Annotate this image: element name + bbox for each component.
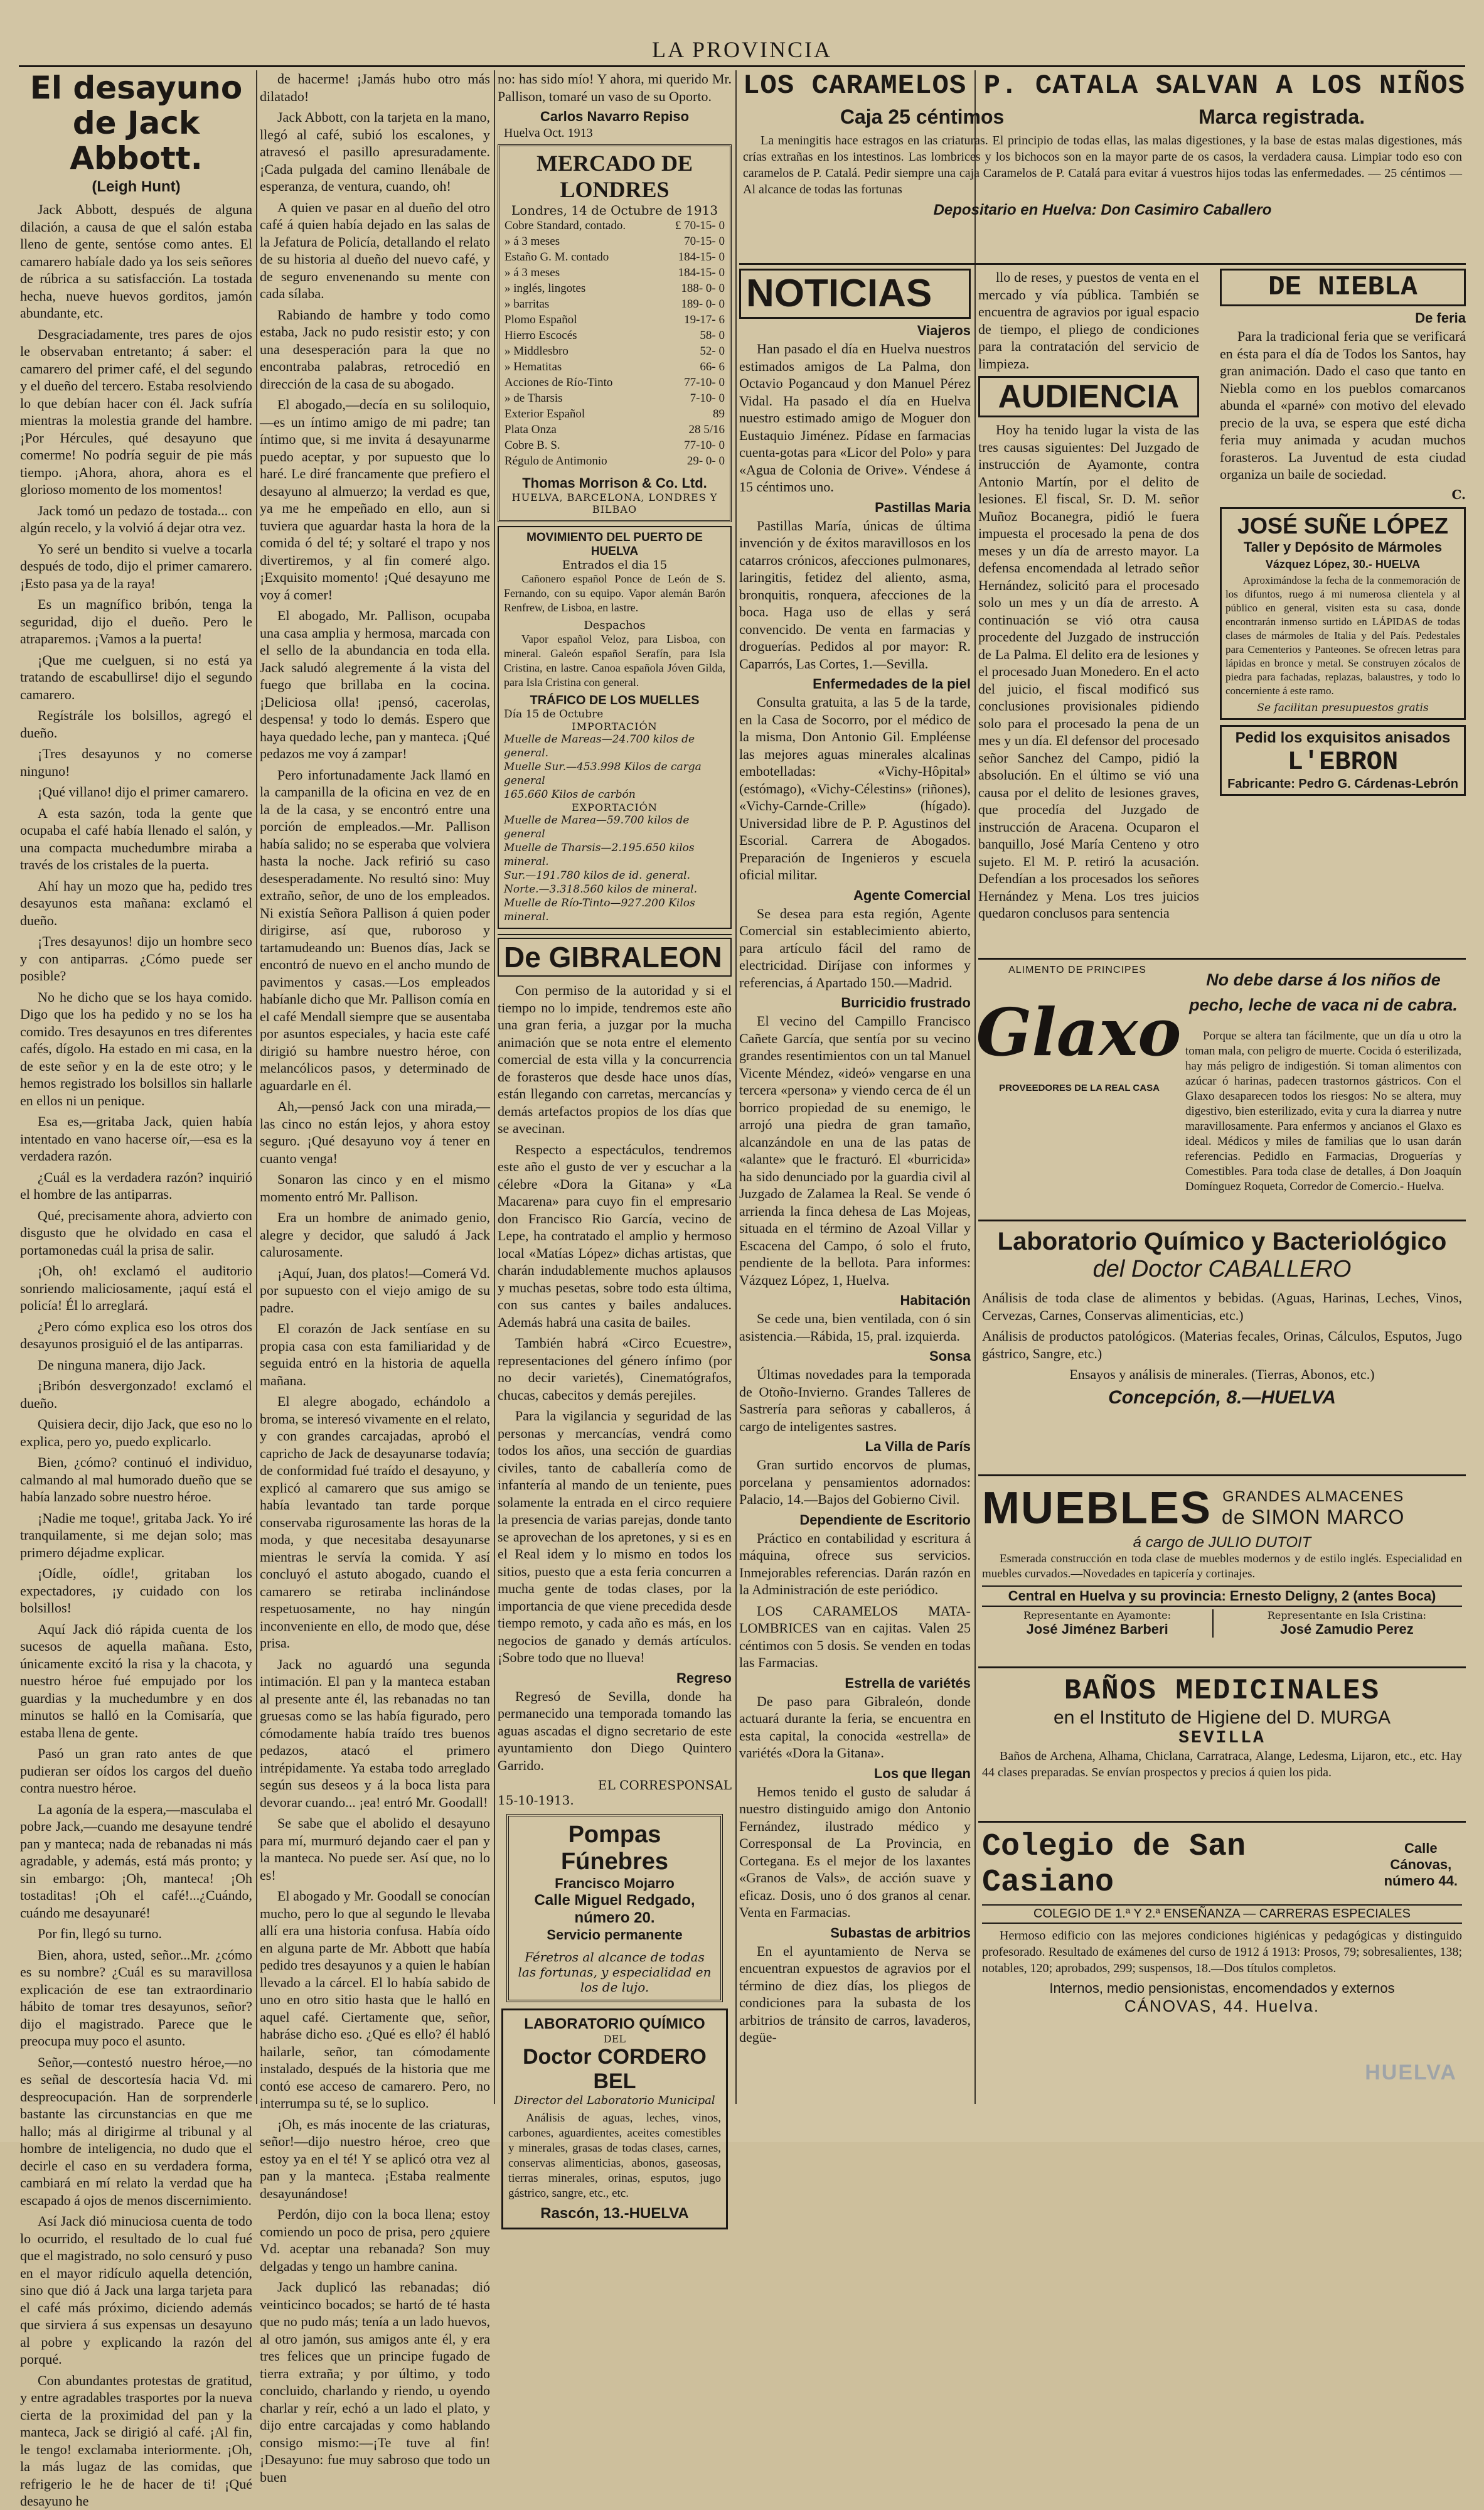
paragraph: Para la vigilancia y seguridad de las personas y mercancías, vendrá como todos los años, una sección de guardias civiles, tanto de caballería como de infantería al mando de un teniente, pues solamente la entrada en el circo requiere la presencia de varias parejas, donde tanto se aprovechan de los apretones, y si es en el Real idem y lo mismo en todos los sitios, puesto que a esta feria concurren a mucha gente de todas clases, por la importancia de que viene precedida desde tiempo remoto, y cada año es más, en los negocios de ganado y demás artículos. ¡Sobre todo que no llueva! xyxy=(498,1408,732,1665)
market-row-value: 29- 0- 0 xyxy=(686,454,725,468)
paragraph: ¿Pero cómo explica eso los otros dos desayunos prosiguió el de las antiparras. xyxy=(20,1318,252,1351)
port-box xyxy=(498,526,732,929)
caballero-title: Laboratorio Químico y Bacteriológico xyxy=(997,1228,1447,1255)
paragraph: Bien, ¿cómo? continuó el individuo, calmando al mal humorado dueño que se había lanzado sobre nuestro héroe. xyxy=(20,1454,252,1504)
niebla-text: Para la tradicional feria que se verificará en ésta para el día de Todos los Santos, hay gran animación. Dado el caso que tanto en Niebla como en los pueblos comarcanos abunda el «parné» con motivo del elevado precio de la uva, se espera que esté dicha feria muy animada y acudan muchos forasteros. La Juventud de esta ciudad organiza un baile de sociedad. xyxy=(1220,328,1466,482)
muebles-cargo: á cargo de JULIO DUTOIT xyxy=(1133,1534,1311,1551)
market-row-value: 89 xyxy=(713,407,725,421)
audiencia-title: AUDIENCIA xyxy=(978,376,1199,417)
noticia-heading: Subastas de arbitrios xyxy=(830,1924,971,1941)
paragraph: ¡Nadie me toque!, gritaba Jack. Yo iré tranquilamente, si me dejan solo; mas primero déjadme explicar. xyxy=(20,1510,252,1560)
caballero-line1: Análisis de toda clase de alimentos y bebidas. (Aguas, Harinas, Leches, Vinos, Cervezas, Carnes, Conservas alimenticias, etc.) xyxy=(982,1290,1462,1323)
muebles-rep2-label: Representante en Isla Cristina: xyxy=(1267,1609,1427,1621)
paragraph: Esa es,—gritaba Jack, quien había intentado en vano hacerse oír,—esa es la verdadera razón. xyxy=(20,1113,252,1164)
funeral-address: Calle Miguel Redgado, número 20. xyxy=(534,1892,695,1926)
glaxo-logo: Glaxo xyxy=(976,993,1182,1071)
article-title-line1: El desayuno xyxy=(29,70,243,106)
sune-text: Aproximándose la fecha de la conmemoración de los difuntos, ruego á mi numerosa clientela y al público en general, visiten esta su casa, donde encontrarán inmenso surtido en LÁPIDAS de todas clases de mármoles de Italia y del País. Pedestales para Cementerios y Panteones. Se ofrecen letras para lápidas en bronce y metal. Se construyen zócalos de piedra para fachadas, replazas, balaustres, y todo lo concerniente á este ramo. xyxy=(1225,574,1460,697)
port-departures-title: Despachos xyxy=(584,619,646,632)
market-row-label: Cobre Standard, contado. xyxy=(504,219,626,232)
casiano-title: Colegio de San Casiano xyxy=(982,1829,1246,1901)
paragraph: El corazón de Jack sentíase en su propia casa con esta familiaridad y de seguida entró en la historia de aquella mañana. xyxy=(260,1321,490,1388)
market-firm: Thomas Morrison & Co. Ltd. xyxy=(522,475,707,491)
paragraph: Era un hombre de animado genio, alegre y decidor, que saludó á Jack calurosamente. xyxy=(260,1209,490,1260)
market-row-label: » de Tharsis xyxy=(504,392,563,405)
market-row-value: 70-15- 0 xyxy=(684,235,725,248)
gibraleon-corresponsal: EL CORRESPONSAL xyxy=(597,1778,732,1793)
paragraph: ¡Aquí, Juan, dos platos!—Comerá Vd. por supuesto con el viejo amigo de su padre. xyxy=(260,1265,490,1316)
noticia-text: El vecino del Campillo Francisco Cañete García, que sentía por su vecino grandes resentimientos con un tal Manuel Vicente Méndez, «ideó» vengarse en una tercera «persona» y viendo cerca de él un borrico propiedad de su enemigo, le arrojó una piedra de gran tamaño, alcanzándole en una de las patas de «alante» que le fracturó. El «burricida» ha sido denunciado por la guardia civil al Juzgado de Zalamea la Real. Se vende ó arrienda la finca dehesa de Las Mojeas, situada en el término de Azoal Villar y Escacena del Campo, ó solo el fruto, pendiente de la bellota. Para informes: Vázquez López, 1, Huelva. xyxy=(739,1013,971,1288)
muebles-rep1: José Jiménez Barberi xyxy=(1026,1621,1168,1637)
banos-city: SEVILLA xyxy=(1178,1729,1266,1748)
paragraph: El alegre abogado, echándolo a broma, se interesó vivamente en el relato, y con grandes carcajadas, aprobó el capricho de Jack de desayunarse todavía; de conformidad fué traído el desayuno, y explicó al camarero que sus amigo se había levantado tan tarde porque conservaba rigurosamente las horas de la moda, y que necesitaba desayunarse mientras le servía la comida. Y así concluyó el astuto abogado, cuando el camarero se retiraba inclinándose respetuosamente, no hay ningún inconveniente en ello, de modo que, dése prisa. xyxy=(260,1393,490,1651)
lebron-ad xyxy=(1220,725,1466,796)
market-box xyxy=(498,144,732,522)
paragraph: Jack tomó un pedazo de tostada... con algún recelo, y la volvió á dejar otra vez. xyxy=(20,502,252,535)
market-row-label: » á 3 meses xyxy=(504,266,560,279)
market-row xyxy=(504,453,725,469)
article-title-line2: de Jack Abbott. xyxy=(70,105,203,176)
gibraleon-regreso-title: Regreso xyxy=(676,1670,732,1686)
import-lines xyxy=(504,732,725,802)
paragraph: ¡Tres desayunos! dijo un hombre seco y con antiparras. ¿Cómo puede ser posible? xyxy=(20,933,252,984)
noticia-text: Consulta gratuita, a las 5 de la tarde, en la Casa de Socorro, por el médico de la misma, Don Antonio Gil. Empléense las mejores aguas minerales alcalinas embotelladas: «Vichy-Hôpital» (estómago), «Vichy-Célestins» (riñones), «Vichy-Carnde-Crille» (hígado). Universidad libre de P. P. Agustinos del Escorial. Carrera de Abogados. Preparación de Ingenieros y escuela oficial militar. xyxy=(739,694,971,882)
paragraph: Quisiera decir, dijo Jack, que eso no lo explica, pero yo, puedo explicarlo. xyxy=(20,1416,252,1449)
banos-subtitle: en el Instituto de Higiene del D. MURGA xyxy=(1054,1707,1391,1728)
paragraph: ¡Oh, es más inocente de las criaturas, señor!—dijo nuestro héroe, creo que estoy ya en el té! Y se aplicó otra vez al pan y la manteca. ¡Estaba realmente desayunándose! xyxy=(260,2116,490,2201)
market-row xyxy=(504,296,725,312)
caballero-doctor: del Doctor CABALLERO xyxy=(1092,1256,1352,1282)
noticia-text: Se cede una, bien ventilada, con ó sin asistencia.—Rábida, 15, pral. izquierda. xyxy=(739,1311,971,1344)
noticias-body xyxy=(739,323,971,2046)
column-1 xyxy=(20,70,252,2509)
market-table xyxy=(504,218,725,469)
traffic-date: Día 15 de Octubre xyxy=(504,708,604,721)
paragraph: Regístrále los bolsillos, agregó el dueño. xyxy=(20,707,252,741)
paragraph: ¡Bribón desvergonzado! exclamó el dueño. xyxy=(20,1378,252,1411)
traffic-line: Muelle de Marea—59.700 kilos de general xyxy=(504,814,690,840)
cordero-ad xyxy=(501,2009,728,2229)
masthead-rule xyxy=(19,65,1465,67)
paragraph: De ninguna manera, dijo Jack. xyxy=(38,1356,206,1373)
caballero-line3: Ensayos y análisis de minerales. (Tierras, Abonos, etc.) xyxy=(1069,1366,1375,1382)
article-tail: no: has sido mío! Y ahora, mi querido Mr. Pallison, tomaré un vaso de su Oporto. xyxy=(498,71,732,104)
paragraph: El abogado, Mr. Pallison, ocupaba una casa amplia y hermosa, marcada con el sello de la abundancia en toda ella. Jack saludó alegremente á la vista del fuego que brillaba en la cocina. ¡Deliciosa olla! ¡pensó, cacerolas, despensa! y todo lo demás. Espero que haya quedado leche, pan y manteca. ¡Qué pedazos me voy á zampar! xyxy=(260,608,490,761)
cordero-text: Análisis de aguas, leches, vinos, carbones, aguardientes, aceites comestibles y minerales, grasas de todas clases, carnes, conservas alimenticias, abonos, gaseosas, tierras minerales, orinas, esputos, jugo gástrico, sangre, etc., etc. xyxy=(508,2111,721,2200)
sune-ad xyxy=(1220,507,1466,720)
niebla-box xyxy=(1220,269,1466,306)
port-subtitle: Entrados el dia 15 xyxy=(562,559,668,572)
muebles-text: Esmerada construcción en toda clase de muebles modernos y de estilo inglés. Especialidad en muebles curvados.—Novedades en tapicería y cortinajes. xyxy=(982,1552,1462,1580)
market-row-label: Estaño G. M. contado xyxy=(504,250,609,264)
noticia-heading: Viajeros xyxy=(917,323,971,338)
byline: (Leigh Hunt) xyxy=(92,178,181,195)
paragraph: Pero infortunadamente Jack llamó en la campanilla de la oficina en vez de en la de la casa, y se encontró entre una porción de empleados.—Mr. Pallison había salido; no se esperaba que volviera hasta la noche. Jack refirió su caso desesperadamente. No resultó sino: Muy extraño, señor, de uno de los empleados. Ni existía Señora Pallison á quien poder dirigirse, así que, ruboroso y tartamudeando un: Buenos días, Jack se encontró de nuevo en el ancho mundo de pavimentos y casas.—Los empleados habíanle dicho que Mr. Pallison comía en el café Mendall siempre que se ausentaba por asuntos especiales, y hacia este café dirigió su hambre nuestro héroe, con melancólicos pasos, y determinado de aguardarle en él. xyxy=(260,766,490,1093)
market-row-label: » Hematitas xyxy=(504,360,562,373)
market-row xyxy=(504,249,725,265)
column-3 xyxy=(498,70,732,2222)
paragraph: Desgraciadamente, tres pares de ojos le observaban entretanto; á saber: el camarero del primer café, el del segundo y el dueño del tercero. Estaba resolviendo lo que debían hacer con él. Jack sufría mientras la molestia grande del hambre. ¡Por Hércules, qué desayuno que comerme! No podría seguir de pie más tiempo. ¡Ahora, ahora, ahora es el glorioso momento de los momentos! xyxy=(20,326,252,497)
column-divider xyxy=(974,70,976,2104)
market-row-value: 28 5/16 xyxy=(688,423,725,436)
market-title: MERCADO DE LONDRES xyxy=(536,151,693,202)
nerva-continued: llo de reses, y puestos de venta en el mercado y vía pública. También se encuentra de agravios por igual espacio de tiempo, el pliego de condiciones para la contratación del servicio de limpieza. xyxy=(978,269,1199,372)
audiencia-text: Hoy ha tenido lugar la vista de las tres causas siguientes: Del Juzgado de instrucción de Ayamonte, contra Antonio Martín, por el delito de lesiones. El fiscal, Sr. D. M. señor Muñoz Bocanegra, pidió le fuera impuesta el procesado la pena de dos meses y un día de arresto mayor. La defensa encomendada al letrado señor Hernández, solicitó para el procesado solo un mes y un día de arresto. A continuación se vió otra causa procedente del Juzgado de instrucción de La Palma. El delito era de lesiones y el procesado Juan Monedero. En el acto del juicio, el fiscal modificó sus conclusiones provisionales pidiendo solo para el procesado la pena de un mes y un día. El defensor del procesado señor Sanchez del Campo, pidió la absolución. En el último se vió una causa por el delito de lesiones graves, que procedía del Juzgado de instrucción de Aracena. Ocuparon el banquillo, José María Centeno y otro sujeto. El M. P. retiró la acusación. Defendían a los procesados los señores Hernández y Mena. Los tres juicios quedaron conclusos para sentencia xyxy=(978,422,1199,921)
paragraph: Sonaron las cinco y en el mismo momento entró Mr. Pallison. xyxy=(260,1171,490,1204)
caballero-ad xyxy=(978,1225,1466,1476)
column-divider xyxy=(494,70,495,2104)
funeral-name: Francisco Mojarro xyxy=(555,1875,675,1891)
funeral-title: Pompas Fúnebres xyxy=(560,1821,669,1875)
sune-subtitle: Taller y Depósito de Mármoles xyxy=(1243,539,1443,555)
noticia-heading: Pastillas Maria xyxy=(875,499,971,515)
market-row-label: » á 3 meses xyxy=(504,235,560,248)
market-row-label: Cobre B. S. xyxy=(504,439,560,452)
sune-title: JOSÉ SUÑE LÓPEZ xyxy=(1237,512,1449,539)
muebles-central: Central en Huelva y su provincia: Ernesto Deligny, 2 (antes Boca) xyxy=(982,1585,1462,1607)
funeral-ad xyxy=(506,1814,723,2002)
paragraph: ¿Cuál es la verdadera razón? inquirió el hombre de las antiparras. xyxy=(20,1169,252,1202)
article-signature: Carlos Navarro Repiso xyxy=(540,109,690,124)
paragraph: ¡Que me cuelguen, si no está ya tratando de escabullirse! dijo el segundo camarero. xyxy=(20,652,252,702)
market-row xyxy=(504,359,725,375)
noticia-heading: Enfermedades de la piel xyxy=(813,676,971,692)
cordero-address: Rascón, 13.-HUELVA xyxy=(540,2205,689,2222)
article-sig-place: Huelva Oct. 1913 xyxy=(504,126,593,140)
paragraph: Es un magnífico bribón, tenga la seguridad, dijo el dueño. Pero le atraparemos. ¡Vamos a la puerta! xyxy=(20,596,252,646)
market-row-value: 19-17- 6 xyxy=(684,313,725,326)
market-date: Londres, 14 de Octubre de 1913 xyxy=(511,203,718,218)
archive-watermark: HUELVA xyxy=(1365,2061,1457,2084)
casiano-ad xyxy=(978,1826,1466,2096)
market-row-value: 184-15- 0 xyxy=(678,266,725,279)
port-departures: Vapor español Veloz, para Lisboa, con mineral. Galeón español Serafín, para Isla Cristina, en lastre. Canoa española Jóven Gilda, para Isla Cristina con general. xyxy=(504,633,725,689)
glaxo-headline: No debe darse á los niños de pecho, leche de vaca ni de cabra. xyxy=(1189,970,1458,1014)
muebles-ad xyxy=(978,1480,1466,1668)
export-lines xyxy=(504,813,725,924)
glaxo-text-right: Porque se altera tan fácilmente, que un día u otro la toman mala, con peligro de muerte. Cocida ó esterilizada, hay más peligro de indigestión. Si toman alimentos con azúcar ó harinas, padecen trastornos gástricos. Con el Glaxo desaparecen todos los riesgos: No se altera, muy digestivo, bien esterilizado, evita y cura la diarrea y nutre maravillosamente. Para enfermos y ancianos el Glaxo es ideal. Médicos y miles de familias que lo usan darán referencias. Pedidlo en Farmacias, Droguerías y Comestibles. Para toda clase de detalles, á Don Joaquín Domínguez Roqueta, Corredor de Comercio.- Huelva. xyxy=(1185,1029,1461,1193)
port-title: MOVIMIENTO DEL PUERTO DE HUELVA xyxy=(526,531,703,558)
noticia-heading: Dependiente de Escritorio xyxy=(799,1511,971,1528)
market-row-value: 77-10- 0 xyxy=(684,376,725,389)
traffic-line: Sur.—191.780 kilos de id. general. xyxy=(504,869,691,882)
gibraleon-regreso: Regresó de Sevilla, donde ha permanecido una temporada tomando las aguas ascadas el digno secretario de este ayuntamiento don Diego Quintero Garrido. xyxy=(498,1688,732,1773)
paragraph: Rabiando de hambre y todo como estaba, Jack no pudo resistir esto; y con una desesperación para la que no encontraba palabras, retrocedió en dirección de la casa de su abogado. xyxy=(260,306,490,392)
lebron-line1: Pedid los exquisitos anisados xyxy=(1235,729,1451,746)
noticia-heading: Los que llegan xyxy=(873,1765,971,1781)
paragraph: También habrá «Circo Ecuestre», representaciones del género ínfimo (por no decir varietés), Cinematógrafos, chucas, cabecitos y demás perejiles. xyxy=(498,1335,732,1403)
cordero-del: DEL xyxy=(603,2033,626,2045)
paragraph: A esta sazón, toda la gente que ocupaba el café había llenado el salón, y una compacta muchedumbre miraba a través de los cristales de la puerta. xyxy=(20,805,252,872)
market-row-value: £ 70-15- 0 xyxy=(675,219,725,232)
casiano-line: COLEGIO DE 1.ª Y 2.ª ENSEÑANZA — CARRERAS ESPECIALES xyxy=(982,1904,1462,1924)
market-row xyxy=(504,390,725,406)
column-2 xyxy=(260,70,490,2485)
column-5a xyxy=(978,269,1199,953)
gibraleon-section xyxy=(498,934,732,1808)
column-5b xyxy=(1220,269,1466,953)
traffic-line: Muelle de Río-Tinto—927.200 Kilos mineral. xyxy=(504,897,695,923)
noticia-text: Práctico en contabilidad y escritura á máquina, ofrece sus servicios. Inmejorables referencias. Darán razón en la Administración de este periódico. xyxy=(739,1530,971,1597)
market-row xyxy=(504,218,725,233)
noticia-heading: Burricidio frustrado xyxy=(841,995,971,1011)
noticia-text: Hemos tenido el gusto de saludar á nuestro distinguido amigo don Antonio Fernández, ilustrado médico y Corresponsal de La Provincia, en Cortegana. Es el mejor de los laxantes «Granos de Vals», de acción suave y eficaz. Dosis, uno ó dos granos al cenar. Venta en Farmacias. xyxy=(739,1783,971,1920)
market-row xyxy=(504,406,725,422)
paragraph: ¡Qué villano! dijo el primer camarero. xyxy=(38,784,248,800)
noticia-text: Se desea para esta región, Agente Comercial sin establecimiento abierto, para artículo fácil del ramo de electricidad. Diríjase con informes y referencias, á Apartado 150.—Madrid. xyxy=(739,905,971,990)
paragraph: Jack Abbott, después de alguna dilación, a causa de que el salón estaba lleno de gente, sentóse como antes. El camarero habíale dado ya los seis señores de rúbrica a su satisfacción. La tostada hecha, nueve huevos gorditos, jamón abundante, etc. xyxy=(20,201,252,321)
muebles-rep2: José Zamudio Perez xyxy=(1280,1621,1414,1637)
paragraph: El abogado y Mr. Goodall se conocían mucho, pero lo que al segundo le llevaba allí era una historia confusa. Había oído en alguna parte de Mr. Abbott que había pedido tres desayunos y a quien le habían llevado a la cárcel. El lo había sabido de uno en otro sitio hasta que le halló en aquel café. Ciertamente que, señor, habráse dicho eso. ¿Qué es ello? él habló hailarle, señor, tan cómodamente instalado, después de la historia que me contó ese acceso de camarero. Pero, no interrumpa su té, se lo suplico. xyxy=(260,1888,490,2111)
market-row-value: 58- 0 xyxy=(700,329,725,342)
market-row-label: Régulo de Antimonio xyxy=(504,454,607,468)
paragraph: Jack Abbott, con la tarjeta en la mano, llegó al café, subió los escalones, y atravesó el pasillo apresuradamente. ¡Cada pulgada del camino llenábale de esperanza, de ventura, cuando, oh! xyxy=(260,109,490,194)
paragraph: de hacerme! ¡Jamás hubo otro más dilatado! xyxy=(260,71,490,104)
port-arrivals: Cañonero español Ponce de León de S. Fernando, con su equipo. Vapor alemán Barón Renfrew, de Lisboa, en lastre. xyxy=(504,572,725,614)
masthead: LA PROVINCIA xyxy=(651,37,832,62)
cordero-kicker: LABORATORIO QUÍMICO xyxy=(524,2015,705,2032)
market-row-label: Exterior Español xyxy=(504,407,585,421)
traffic-line: Muelle Sur.—453.998 Kilos de carga general xyxy=(504,761,702,787)
paragraph: Así Jack dió minuciosa cuenta de todo lo ocurrido, el resultado de lo cual fué que el magistrado, no solo censuró y puso en el mayor ridículo aquella detención, sino que dió á Jack una larga tarjeta para el café más próximo, diciendo además que sirviera á sus expensas un desayuno al pobre y explicando la razón del porqué. xyxy=(20,2213,252,2367)
market-row-value: 184-15- 0 xyxy=(678,250,725,264)
paragraph: Aquí Jack dió rápida cuenta de los sucesos de aquella mañana. Esto, únicamente excitó la risa y la chacota, y nuestro héroe fué empujado por los guardias y la muchedumbre y en dos minutos se halló en la Comisaría, que estaba llena de gente. xyxy=(20,1621,252,1740)
muebles-right1: GRANDES ALMACENES xyxy=(1222,1488,1404,1505)
market-row-label: » Middlesbro xyxy=(504,345,569,358)
noticia-heading: Agente Comercial xyxy=(853,887,971,903)
sune-footer: Se facilitan presupuestos gratis xyxy=(1257,701,1429,714)
market-row xyxy=(504,343,725,359)
caramelos-ad xyxy=(739,70,1466,265)
paragraph: Se sabe que el abolido el desayuno para mí, murmuró dejando caer el pan y la manteca. No puede ser. Así que, no lo es! xyxy=(260,1815,490,1883)
casiano-text: Hermoso edificio con las mejores condiciones higiénicas y pedagógicas y distinguido profesorado. Resultado de exámenes del curso de 1912 á 1913: Prosos, 79; sobresalientes, 138; notables, 120; aprobados, 299; suspensos, 18.—Dos títulos completos. xyxy=(982,1929,1462,1975)
market-row xyxy=(504,281,725,296)
market-row xyxy=(504,328,725,343)
gibraleon-title: De GIBRALEON xyxy=(498,938,732,977)
market-row-value: 188- 0- 0 xyxy=(681,282,725,295)
article-body xyxy=(20,201,252,2510)
paragraph: Jack no aguardó una segunda intimación. El pan y la manteca estaban al presente ante él, las rebanadas no tan gruesas como se las había figurado, pero cómodamente había traído tres buenos pedazos, atacó el primero intrépidamente. Ya estaba todo arreglado según sus deseos y á la boca lista para devorar cuando... ¡ea! entró Mr. Goodall! xyxy=(260,1656,490,1810)
noticia-text: Gran surtido encorvos de plumas, porcelana y pensamientos adornados: Palacio, 14.—Bajos del Gobierno Civil. xyxy=(739,1457,971,1507)
market-row-value: 189- 0- 0 xyxy=(681,298,725,311)
paragraph: Respecto a espectáculos, tendremos este año el gusto de ver y escuchar a la célebre «Dora la Gitana» y «La Macarena» para cuyo fin el empresario don Francisco Rio García, vecino de Lepe, ha contratado el amplio y hermoso local «Matías López» dichas artistas, que charán indudablemente muchos aplausos y muchas pesetas, sobre todo esta última, con sus cantes y bailes andaluces. Además habrá una casita de bailes. xyxy=(498,1141,732,1330)
paragraph: Ah,—pensó Jack con una mirada,—las cinco no están lejos, y ahora estoy seguro. ¡Qué desayuno voy á tener en cuanto venga! xyxy=(260,1098,490,1166)
casiano-address: CÁNOVAS, 44. Huelva. xyxy=(1124,1997,1320,2015)
paragraph: Pasó un gran rato antes de que pudieran ser oídos los cargos del dueño contra nuestro héroe. xyxy=(20,1746,252,1796)
market-row-label: » inglés, lingotes xyxy=(504,282,586,295)
caramelos-depositario: Depositario en Huelva: Don Casimiro Caballero xyxy=(933,201,1272,218)
niebla-sign: C. xyxy=(1451,486,1466,502)
market-row-value: 52- 0 xyxy=(700,345,725,358)
caramelos-marca: Marca registrada. xyxy=(1198,105,1365,128)
banos-ad xyxy=(978,1672,1466,1823)
market-row-value: 77-10- 0 xyxy=(684,439,725,452)
noticia-heading: La Villa de París xyxy=(865,1439,971,1454)
paragraph: Yo seré un bendito si vuelve a tocarla después de todo, dijo el primer camarero. ¡Esto pasa ya de la raya! xyxy=(20,540,252,591)
paragraph: La agonía de la espera,—masculaba el pobre Jack,—cuando me desayune tendré pan y manteca; nada de rebanadas ni más agradable, y además, está más pronto; y sin embargo: ¡Oh, manteca! ¡Oh tostaditas! ¡Oh el café!...¿Cuándo, cuándo me desayunaré! xyxy=(20,1801,252,1921)
column-4 xyxy=(739,269,971,2104)
gibraleon-date: 15-10-1913. xyxy=(498,1793,574,1808)
market-row xyxy=(504,437,725,453)
casiano-calle: Calle Cánovas, número 44. xyxy=(1384,1840,1458,1889)
paragraph: Bien, ahora, usted, señor...Mr. ¿cómo es su nombre? ¿Cuál es su maravillosa explicación de ese tan extraordinario hábito de tomar tres desayunos, señor? dijo el magistrado. Parece que le preocupa muy poco el asunto. xyxy=(20,1946,252,2049)
caramelos-text: La meningitis hace estragos en las criaturas. El principio de todas ellas, las malas digestiones, y la base de estas malas digestiones, más crías extrañas en los intestinos. Las lombrices y los bichocos son en la mayor parte de os casos, la verdadera causa. Limpiar todo eso con caramelos de P. Catalá. Pedir siempre una caja Caramelos de P. Catalá para evitar á vuestros hijos todas las enfermedades. — 25 céntimos — Al alcance de todas las fortunas xyxy=(743,134,1462,196)
import-title: IMPORTACIÓN xyxy=(572,721,658,732)
paragraph: Señor,—contestó nuestro héroe,—no es señal de descortesía hacia Vd. mi despreocupación. Han de sorprenderle bastante las circunstancias en que me hallo; más al dirigirme al tribunal y al hombre de inteligencia, no dudo que el decirle el caso en su verdadera forma, cambiará en mí relato la verdad que ha escapado á ojos de menos discernimiento. xyxy=(20,2054,252,2208)
noticia-heading: Estrella de variétés xyxy=(845,1675,971,1691)
traffic-line: Norte.—3.318.560 kilos de mineral. xyxy=(504,883,698,896)
paragraph: Por fin, llegó su turno. xyxy=(38,1926,162,1941)
glaxo-proveedores: PROVEEDORES DE LA REAL CASA xyxy=(999,1083,1160,1093)
caballero-line2: Análisis de productos patológicos. (Materias fecales, Orinas, Cálculos, Esputos, Jugo gástrico, Sangre, etc.) xyxy=(982,1328,1462,1361)
market-row-label: Plata Onza xyxy=(504,423,557,436)
glaxo-ad xyxy=(978,958,1466,1221)
niebla-title: DE NIEBLA xyxy=(1268,272,1417,303)
paragraph: Con permiso de la autoridad y si el tiempo no lo impide, tendremos este año una gran feria, a juzgar por la mucha animación que se nota entre el elemento comercial de esta villa y la concurrencia de forasteros que desde hace unos días, están llegando con carretas, mercancías y demás artefactos propios de los días que se avecinan. xyxy=(498,982,732,1136)
funeral-note: Servicio permanente xyxy=(547,1927,683,1943)
paragraph: Jack duplicó las rebanadas; dió veinticinco bocados; se hartó de té hasta que no pudo más; tenía a un lado huevos, al otro jamón, sus amigos ante él, y era tres felices que un principe fugado de tierra extraña; y por último, y todo concluido, charlando y riendo, u oyendo charlar y reír, echó a un lado el plato, y dijo entre carcajadas y como hablando consigo mismo:—¡Te tuve al fin! ¡Desayuno: fue muy sabroso que todo un buen xyxy=(260,2279,490,2485)
lebron-fabricante: Fabricante: Pedro G. Cárdenas-Lebrón xyxy=(1227,776,1458,791)
casiano-footer: Internos, medio pensionistas, encomendados y externos xyxy=(1049,1980,1395,1996)
column-divider xyxy=(735,70,737,2104)
sune-address: Vázquez López, 30.- HUELVA xyxy=(1265,557,1421,571)
muebles-right2: de SIMON MARCO xyxy=(1222,1505,1405,1528)
caramelos-title: LOS CARAMELOS P. CATALA SALVAN A LOS NIÑOS xyxy=(743,70,1465,102)
noticia-text: De paso para Gibraleón, donde actuará durante la feria, se encuentra en esta capital, la conocida «estrella» de variétés «Dora la Gitana». xyxy=(739,1693,971,1761)
paragraph: Perdón, dijo con la boca llena; estoy comiendo un poco de prisa, pero ¿quiere Vd. aceptar una rebanada? Son muy delgadas y tengo un hambre canina. xyxy=(260,2206,490,2274)
noticia-text: LOS CARAMELOS MATA-LOMBRICES van en cajitas. Valen 25 céntimos con 5 dosis. Se venden en todas las Farmacias. xyxy=(739,1602,971,1670)
paragraph: ¡Oh, oh! exclamó el auditorio sonriendo maliciosamente, ¡aquí está el policía! Él lo arreglará. xyxy=(20,1263,252,1313)
funeral-extra: Féretros al alcance de todas las fortunas, y especialidad en los de lujo. xyxy=(518,1950,712,1995)
traffic-title: TRÁFICO DE LOS MUELLES xyxy=(530,694,700,707)
noticias-title: NOTICIAS xyxy=(739,269,971,319)
lebron-name: L'EBRON xyxy=(1287,746,1399,777)
market-row xyxy=(504,233,725,249)
paragraph: Con abundantes protestas de gratitud, y entre agradables trasportes por la nueva cierta de la proximidad del pan y la manteca, Jack se dirigió al café. ¡Al fin, le tengo! exclamaba interiormente. ¡Oh, la más lugaz de las comidas, que refrigerio le he de hacer de ti! ¡Qué desayuno he xyxy=(20,2372,252,2509)
paragraph: A quien ve pasar en al dueño del otro café á quien había dejado en las salas de la Jefatura de Policía, detallando el relato de su historia al dueño del nuevo café, y de seguro envenenando su mente con cada sílaba. xyxy=(260,199,490,301)
market-row-label: » barritas xyxy=(504,298,550,311)
cordero-role: Director del Laboratorio Municipal xyxy=(514,2094,715,2107)
paragraph: El abogado,—decía en su soliloquio,—es un íntimo amigo de mi padre; tan íntimo que, si me invita á desayunarme puedo aceptar, y por supuesto que lo haré. Le diré francamente que prefiero el desayuno al almuerzo; la verdad es que, ya me he empeñado en ello, aun si tuviera que aguardar hasta la hora de la comida ó del té; y soltaré el trapo y nos divertiremos, y al fin comeré algo. ¡Exquisito momento! ¡Qué desayuno me voy á comer! xyxy=(260,397,490,603)
muebles-title: MUEBLES xyxy=(982,1483,1212,1533)
noticia-text: Han pasado el día en Huelva nuestros estimados amigos de La Palma, don Octavio Pogancaud y don Manuel Pérez Vidal. Ha pasado el día en Huelva nuestro estimado amigo de Moguer don Eustaquio Jiménez. Pídase en farmacias cuenta-gotas para «Licor del Polo» y para «Agua de Colonia de Orive». Véndese á 15 céntimos uno. xyxy=(739,341,971,495)
traffic-line: Muelle de Tharsis—2.195.650 kilos mineral. xyxy=(504,842,695,868)
paragraph: ¡Tres desayunos y no comerse ninguno! xyxy=(20,746,252,779)
banos-text: Baños de Archena, Alhama, Chiclana, Carratraca, Alange, Ledesma, Lijaron, etc., etc. Hay 44 clases preparadas. Se envían prospectos y precios á quien los pida. xyxy=(982,1749,1462,1779)
market-row-label: Acciones de Río-Tinto xyxy=(504,376,613,389)
market-row-label: Plomo Español xyxy=(504,313,577,326)
market-row-label: Hierro Escocés xyxy=(504,329,577,342)
caballero-address: Concepción, 8.—HUELVA xyxy=(1108,1386,1336,1408)
market-row xyxy=(504,422,725,437)
market-row-value: 7-10- 0 xyxy=(690,392,725,405)
market-row xyxy=(504,265,725,281)
noticia-heading: Sonsa xyxy=(929,1348,971,1364)
column-divider xyxy=(256,70,257,2104)
noticia-text: Pastillas María, únicas de última invención y de éxitos maravillosos en los catarros crónicos, afecciones pulmonares, laringitis, fetidez del aliento, asma, bronquitis, ronquera, afecciones de la boca. Haga uso de ellas y será convencido. De venta en farmacias y droguerías. Pedidos al por mayor: R. Caparrós, Las Cortes, 1.—Sevilla. xyxy=(739,517,971,672)
market-row xyxy=(504,375,725,390)
article-continuation xyxy=(260,70,490,2486)
paragraph: No he dicho que se los haya comido. Digo que los ha pedido y no se los ha comido. Tres desayunos en tres diferentes cafés, dígolo. Ha estado en mi casa, en la de este señor y en la de este otro; y le hemos registrado los bolsillos sin hallarle en ellos ni un penique. xyxy=(20,989,252,1108)
noticia-text: En el ayuntamiento de Nerva se encuentran expuestos de agravios por el término de diez días, los pliegos de condiciones para la subasta de los arbitrios de tránsito de carros, lavaderos, degüe- xyxy=(739,1943,971,2045)
market-firm-cities: HUELVA, BARCELONA, LONDRES Y BILBAO xyxy=(511,491,718,515)
traffic-line: Muelle de Mareas—24.700 kilos de general. xyxy=(504,733,695,759)
gibraleon-body xyxy=(498,982,732,1666)
market-row xyxy=(504,312,725,328)
banos-title: BAÑOS MEDICINALES xyxy=(1064,1675,1380,1707)
caramelos-caja: Caja 25 céntimos xyxy=(840,105,1005,128)
paragraph: ¡Oídle, oídle!, gritaban los expectadores, ¡y cuidado con los bolsillos! xyxy=(20,1565,252,1616)
paragraph: Qué, precisamente ahora, advierto con disgusto que he olvidado en casa el portamonedas cuál la prisa de salir. xyxy=(20,1207,252,1258)
noticia-heading: Habitación xyxy=(900,1292,971,1308)
glaxo-alimento: ALIMENTO DE PRINCIPES xyxy=(1008,965,1146,975)
niebla-subtitle: De feria xyxy=(1415,310,1466,326)
noticia-text: Últimas novedades para la temporada de Otoño-Invierno. Grandes Talleres de Sastrería para señoras y caballeros, á cargo de inteligentes sastres. xyxy=(739,1366,971,1434)
muebles-rep1-label: Representante en Ayamonte: xyxy=(1023,1609,1172,1621)
cordero-title: Doctor CORDERO BEL xyxy=(523,2045,707,2093)
export-title: EXPORTACIÓN xyxy=(572,802,658,813)
paragraph: Ahí hay un mozo que ha, pedido tres desayunos esta mañana: exclamó el dueño. xyxy=(20,877,252,928)
traffic-line: 165.660 Kilos de carbón xyxy=(504,788,636,801)
market-row-value: 66- 6 xyxy=(700,360,725,373)
